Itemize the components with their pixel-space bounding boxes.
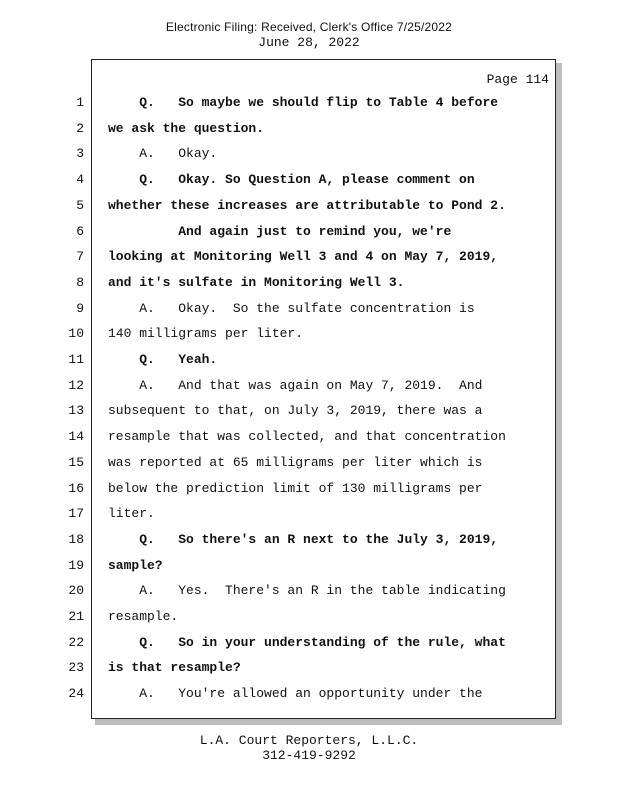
line-text: Q. Okay. So Question A, please comment on [108,172,475,188]
line-number: 23 [68,660,84,676]
line-number: 22 [68,634,84,650]
line-number: 6 [76,223,84,239]
transcript-line [0,247,618,267]
transcript-line [0,144,618,164]
line-text: Q. Yeah. [108,352,218,367]
line-text: And again just to remind you, we're [108,223,452,239]
line-number: 13 [68,403,84,419]
line-text: was reported at 65 milligrams per liter which is [108,454,483,470]
line-number: 24 [68,686,84,702]
transcript-line [0,273,618,293]
transcript-line [0,93,618,113]
transcript-line [0,401,618,421]
line-text: Q. So there's an R next to the July 3, 2019, [108,531,499,547]
line-text: liter. [108,506,155,522]
transcript-line [0,324,618,344]
transcript-date: June 28, 2022 [258,35,360,50]
transcript-line [0,299,618,319]
line-number: 5 [76,197,84,213]
line-text: looking at Monitoring Well 3 and 4 on May 7, 2019, [108,249,499,265]
line-number: 19 [68,557,84,573]
line-number: 3 [76,146,84,162]
line-text: resample that was collected, and that concentration [108,429,506,445]
transcript-line [0,658,618,678]
transcript-line [0,376,618,396]
transcript-line [0,222,618,242]
line-number: 8 [76,274,84,290]
line-number: 9 [76,300,84,316]
line-text: A. Okay. So the sulfate concentration is [108,300,475,316]
line-number: 21 [68,609,84,624]
line-number: 12 [68,377,84,393]
line-text: and it's sulfate in Monitoring Well 3. [108,274,405,290]
transcript-line [0,581,618,601]
transcript-line [0,684,618,704]
line-number: 18 [68,531,84,547]
transcript-line [0,607,618,627]
line-text: whether these increases are attributable to Pond 2. [108,197,506,213]
transcript-line [0,119,618,139]
line-text: subsequent to that, on July 3, 2019, there was a [108,403,483,419]
line-number: 10 [68,326,84,342]
line-number: 4 [76,172,84,188]
transcript-line [0,350,618,370]
transcript-line [0,427,618,447]
transcript-line [0,479,618,499]
line-number: 14 [68,429,84,445]
line-text: below the prediction limit of 130 milligrams per [108,480,483,496]
line-text: A. And that was again on May 7, 2019. And [108,377,483,393]
transcript-line [0,530,618,550]
line-text: sample? [108,557,163,573]
transcript-line [0,633,618,653]
line-number: 11 [68,352,84,367]
line-text: 140 milligrams per liter. [108,326,304,342]
transcript-line [0,196,618,216]
line-text: resample. [108,609,179,624]
transcript-line [0,170,618,190]
reporter-company: L.A. Court Reporters, L.L.C. [199,733,419,748]
page-number: Page 114 [486,72,549,87]
transcript-line [0,504,618,524]
line-number: 15 [68,454,84,470]
line-text: A. Yes. There's an R in the table indicating [108,583,506,599]
line-text: A. You're allowed an opportunity under the [108,686,483,702]
line-number: 17 [68,506,84,522]
filing-stamp: Electronic Filing: Received, Clerk's Office 7/25/2022 [165,20,453,34]
line-text: A. Okay. [108,146,218,162]
line-number: 2 [76,120,84,136]
line-text: Q. So maybe we should flip to Table 4 before [108,95,499,110]
line-number: 1 [76,95,84,110]
line-text: is that resample? [108,660,241,676]
line-text: we ask the question. [108,120,265,136]
line-text: Q. So in your understanding of the rule, what [108,634,506,650]
line-number: 7 [76,249,84,265]
transcript-line [0,556,618,576]
transcript-line [0,453,618,473]
line-number: 20 [68,583,84,599]
line-number: 16 [68,480,84,496]
reporter-phone: 312-419-9292 [262,748,356,763]
